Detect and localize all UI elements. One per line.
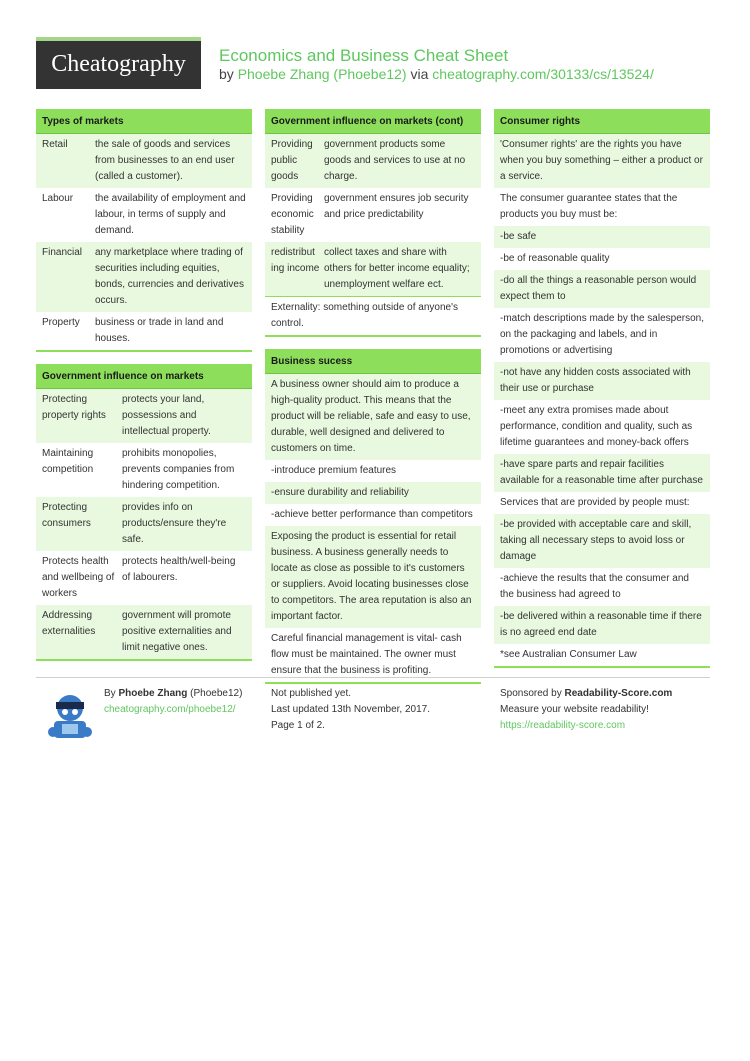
sponsor-link[interactable]: https://readability-score.com [500,720,626,731]
section-title: Business sucess [265,349,481,374]
row-value: provides info on products/ensure they're safe. [122,502,227,545]
section-title: Government influence on markets [36,364,252,389]
table-row [36,188,252,242]
section-title: Government influence on markets (cont) [265,109,481,134]
list-item: A business owner should aim to produce a high-quality product. This means that the product will be reliable, safe and easy to use, durable, well designed and delivered to customers on time. [265,374,481,460]
list-item: -be safe [494,226,710,248]
list-item: The consumer guarantee states that the products you buy must be: [500,193,678,220]
section-gov-influence-cont [265,109,481,337]
externality-note: Externality: something outside of anyone's control. [265,296,481,335]
last-updated: Last updated 13th November, 2017. [271,704,431,715]
column-3 [494,109,710,680]
byline [219,66,654,82]
row-key: Retail [42,139,68,150]
table-row [36,134,252,188]
list-item: *see Australian Consumer Law [500,649,637,660]
footer-author-handle: (Phoebe12) [190,688,243,699]
row-value: government will promote positive externalities and limit negative ones. [122,610,232,653]
byline-by: by [219,66,234,82]
row-key: redistribut ing income [271,247,320,274]
row-value: the sale of goods and services from businesses to an end user (called a customer). [95,139,235,182]
list-item: -ensure durability and reliability [265,482,481,504]
footer-author-link[interactable]: cheatography.com/phoebe12/ [104,704,236,715]
table-row [36,312,252,350]
footer [36,677,710,758]
list-item: 'Consumer rights' are the rights you have when you buy something – either a product or a service. [494,134,710,188]
row-key: Protecting property rights [42,394,106,421]
row-key: Providing economic stability [271,193,314,236]
table-row [36,242,252,312]
list-item: Exposing the product is essential for retail business. A business generally needs to locate as close as possible to it's customers or suppliers. Avoid locating businesses close to competitors. The area reputation is also an important factor. [265,526,481,628]
table-row [36,497,252,551]
list-item: -achieve better performance than competitors [271,509,473,520]
footer-sponsor [500,686,672,734]
table-row [36,389,252,443]
page-number: Page 1 of 2. [271,720,325,731]
table-row [36,443,252,497]
row-value: collect taxes and share with others for better income equality; unemployment welfare ect. [324,247,470,290]
author-link[interactable]: Phoebe Zhang (Phoebe12) [237,66,407,82]
row-value: any marketplace where trading of securities including equities, bonds, currencies and derivatives occurs. [95,247,244,306]
list-item: -be provided with acceptable care and skill, taking all necessary steps to avoid loss or damage [494,514,710,568]
list-item: -achieve the results that the consumer and the business had agreed to [500,573,689,600]
section-title: Types of markets [36,109,252,134]
section-title: Consumer rights [494,109,710,134]
table-row [36,551,252,605]
page-title: Economics and Business Cheat Sheet [219,46,509,65]
byline-via: via [410,66,429,82]
list-item: -introduce premium features [271,465,397,476]
row-key: Labour [42,193,74,204]
row-key: Protects health and wellbeing of workers [42,556,115,599]
table-row [265,188,481,242]
list-item: -match descriptions made by the salesperson, on the packaging and labels, and in promotions or advertising [500,313,704,356]
list-item: -have spare parts and repair facilities available for a reasonable time after purchase [494,454,710,492]
table-row [265,242,481,296]
list-item: -not have any hidden costs associated with their use or purchase [494,362,710,400]
row-key: Providing public goods [271,139,313,182]
row-value: protects health/well-being of labourers. [122,556,236,583]
sponsor-name: Readability-Score.com [564,688,673,699]
section-consumer-rights [494,109,710,668]
row-value: protects your land, possessions and intellectual property. [122,394,211,437]
row-key: Addressing externalities [42,610,96,637]
list-item: -be delivered within a reasonable time if there is no agreed end date [494,606,710,644]
table-row [265,134,481,188]
column-2 [265,109,481,696]
section-business-success [265,349,481,684]
sponsor-tagline: Measure your website readability! [500,704,649,715]
sheet-url-link[interactable]: cheatography.com/30133/cs/13524/ [432,66,654,82]
footer-status [271,686,430,734]
footer-author [104,686,242,718]
list-item: Services that are provided by people must: [500,497,690,508]
cheatography-logo[interactable] [36,37,201,89]
row-value: business or trade in land and houses. [95,317,224,344]
row-key: Property [42,317,80,328]
row-key: Maintaining competition [42,448,94,475]
author-avatar-icon [44,688,96,740]
publish-status: Not published yet. [271,688,352,699]
row-value: government products some goods and services to use at no charge. [324,139,466,182]
list-item: -be of reasonable quality [500,253,610,264]
row-value: the availability of employment and labour, in terms of supply and demand. [95,193,246,236]
logo-text: Cheatography [51,51,186,77]
section-gov-influence [36,364,252,661]
footer-by: By [104,688,116,699]
row-value: government ensures job security and price predictability [324,193,469,220]
column-1 [36,109,252,673]
list-item: -meet any extra promises made about performance, condition and quality, such as lifetime guarantees and money-back offers [500,405,693,448]
list-item: Careful financial management is vital- cash flow must be maintained. The owner must ensure that the business is profiting. [271,633,462,676]
row-key: Financial [42,247,83,258]
sponsor-prefix: Sponsored by [500,688,562,699]
list-item: -do all the things a reasonable person would expect them to [494,270,710,308]
footer-author-name: Phoebe Zhang [118,688,188,699]
table-row [36,605,252,659]
row-key: Protecting consumers [42,502,91,529]
row-value: prohibits monopolies, prevents companies from hindering competition. [122,448,235,491]
section-types-of-markets [36,109,252,352]
